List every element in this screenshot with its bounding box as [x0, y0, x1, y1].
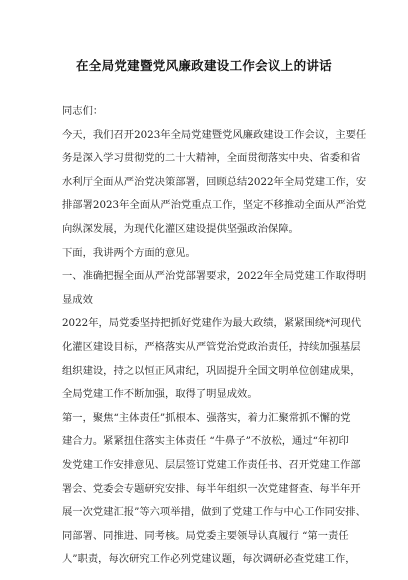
text-line: 显成效 — [62, 293, 93, 306]
text-line: 组织建设，持之以恒正风肃纪，巩固提升全国文明单位创建成果， — [62, 364, 361, 377]
text-line: 务是深入学习贯彻党的二十大精神，全面贯彻落实中央、省委和省 — [62, 152, 361, 165]
text-line: 排部署2023年全面从严治党重点工作，坚定不移推动全面从严治党 — [62, 199, 367, 212]
text-line: 水利厅全面从严治党决策部署，回顾总结2022年全局党建工作，安 — [62, 175, 367, 188]
text-line: 化灌区建设目标，严格落实从严管党治党政治责任，持续加强基层 — [62, 340, 361, 353]
text-line: 同部署、同推进、同考核。局党委主要领导认真履行 “第一责任 — [62, 529, 349, 542]
text-line: 向纵深发展，为现代化灌区建设提供坚强政治保障。 — [62, 222, 299, 235]
text-line: 下面，我讲两个方面的意见。 — [62, 246, 196, 259]
text-line: 同志们： — [62, 105, 104, 117]
text-line: 2022年，局党委坚持把抓好党建作为最大政绩，紧紧围绕*河现代 — [62, 317, 362, 330]
text-line: 今天，我们召开2023年全局党建暨党风廉政建设工作会议，主要任 — [62, 128, 367, 141]
text-line: 人”职责，每次研究工作必列党建议题，每次调研必查党建工作， — [62, 553, 356, 566]
text-line: 全局党建工作不断加强，取得了明显成效。 — [62, 388, 258, 401]
text-line: 发党建工作安排意见、层层签订党建工作责任书、召开党建工作部 — [62, 458, 361, 471]
text-line: 第一，聚焦“主体责任”抓根本、强落实，着力汇聚常抓不懈的党 — [62, 411, 351, 424]
text-line: 署会、党委会专题研究安排、每半年组织一次党建督查、每半年开 — [62, 482, 361, 495]
document-title: 在全局党建暨党风廉政建设工作会议上的讲话 — [75, 58, 332, 73]
document-body — [62, 100, 367, 572]
text-line: 展一次党建汇报”等六项举措，做到了党建工作与中心工作同安排、 — [62, 506, 366, 519]
text-line: 一、准确把握全面从严治党部署要求，2022年全局党建工作取得明 — [62, 270, 367, 283]
text-line: 建合力。紧紧扭住落实主体责任 “牛鼻子”不放松，通过“年初印 — [62, 435, 349, 448]
